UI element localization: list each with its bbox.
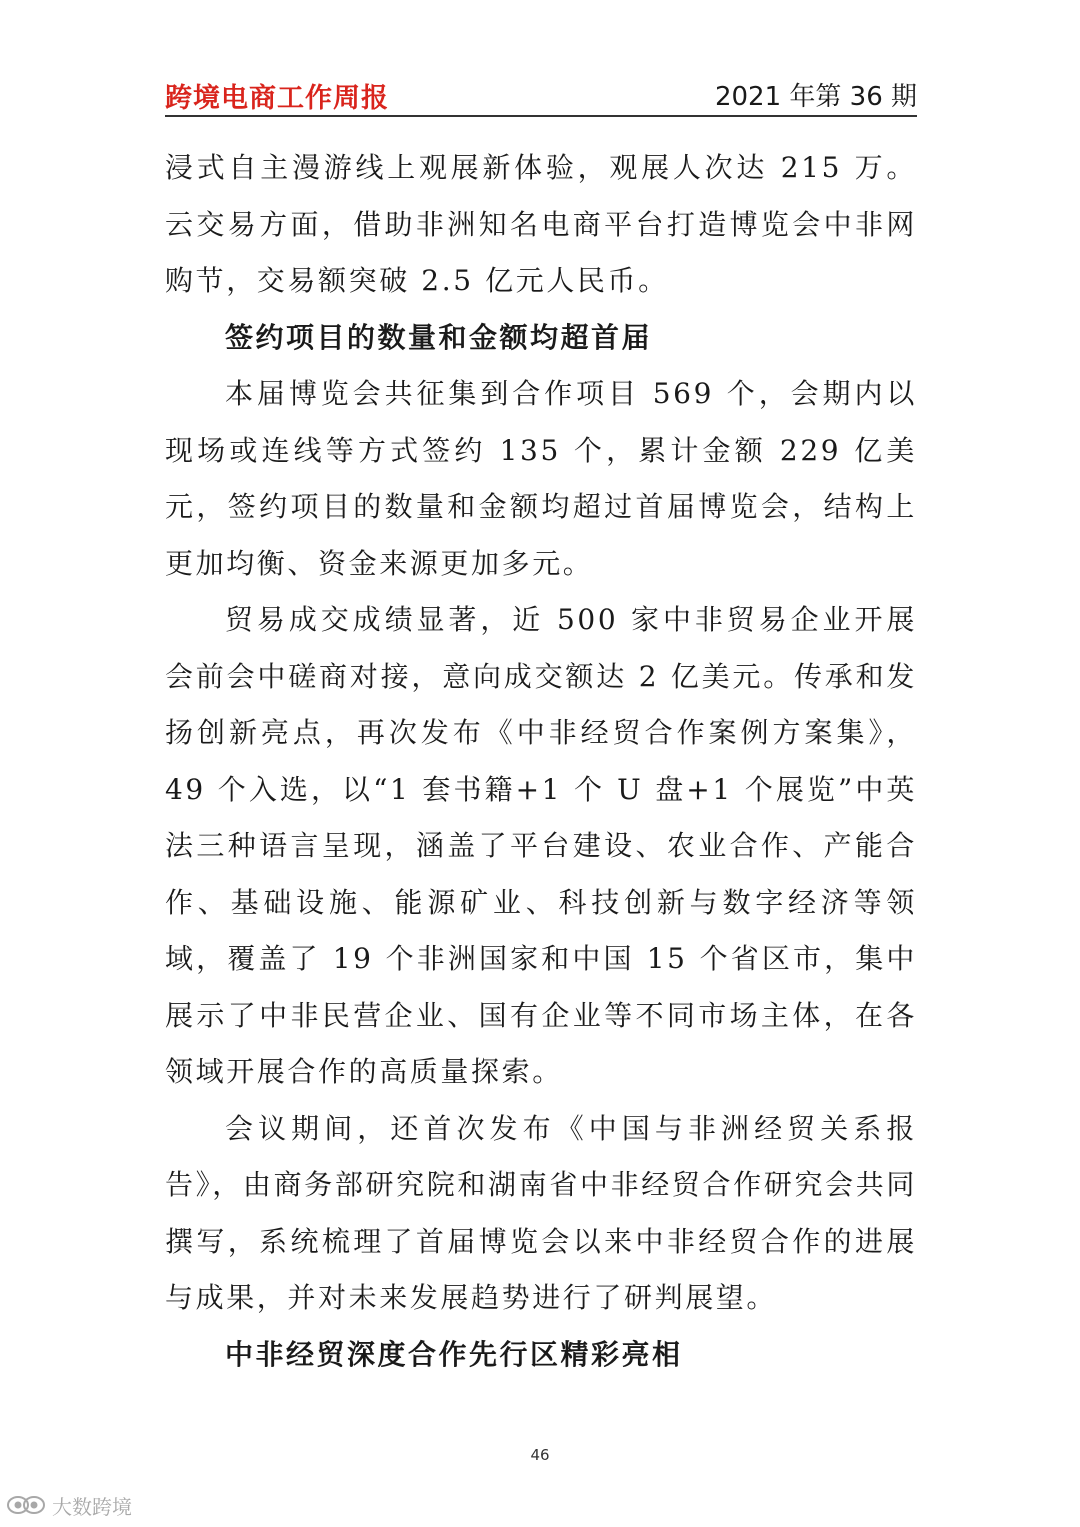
issue-label: 2021 年第 36 期 (714, 82, 917, 112)
section-heading: 签约项目的数量和金额均超首届 (225, 320, 653, 354)
watermark (6, 1490, 132, 1520)
watermark-text: 大数跨境 (52, 1494, 132, 1519)
page-header (165, 76, 917, 112)
eye-logo-icon (6, 1493, 46, 1517)
publication-title: 跨境电商工作周报 (165, 83, 389, 114)
paragraph: 贸易成交成绩显著，近 500 家中非贸易企业开展会前会中磋商对接，意向成交额达 2 亿美元。传承和发扬创新亮点，再次发布《中非经贸合作案例方案集》，49 个入选，以“1 套书籍+1 个 U 盘+1 个展览”中英法三种语言呈现，涵盖了平台建设、农业合作、产能合作、基础设施、能源矿业、科技创新与数字经济等领域，覆盖了 19 个非洲国家和中国 15 个省区市，集中展示了中非民营企业、国有企业等不同市场主体，在各领域开展合作的高质量探索。 (165, 603, 917, 1088)
paragraph-continued: 浸式自主漫游线上观展新体验，观展人次达 215 万。云交易方面，借助非洲知名电商平台打造博览会中非网购节，交易额突破 2.5 亿元人民币。 (165, 151, 917, 297)
page-number: 46 (530, 1446, 550, 1464)
header-divider (165, 115, 917, 117)
section-heading: 中非经贸深度合作先行区精彩亮相 (225, 1337, 683, 1371)
paragraph: 本届博览会共征集到合作项目 569 个，会期内以现场或连线等方式签约 135 个，累计金额 229 亿美元，签约项目的数量和金额均超过首届博览会，结构上更加均衡、资金来源更加多元。 (165, 377, 917, 580)
article-body (165, 140, 917, 1383)
paragraph: 会议期间，还首次发布《中国与非洲经贸关系报告》，由商务部研究院和湖南省中非经贸合作研究会共同撰写，系统梳理了首届博览会以来中非经贸合作的进展与成果，并对未来发展趋势进行了研判展望。 (165, 1111, 917, 1314)
